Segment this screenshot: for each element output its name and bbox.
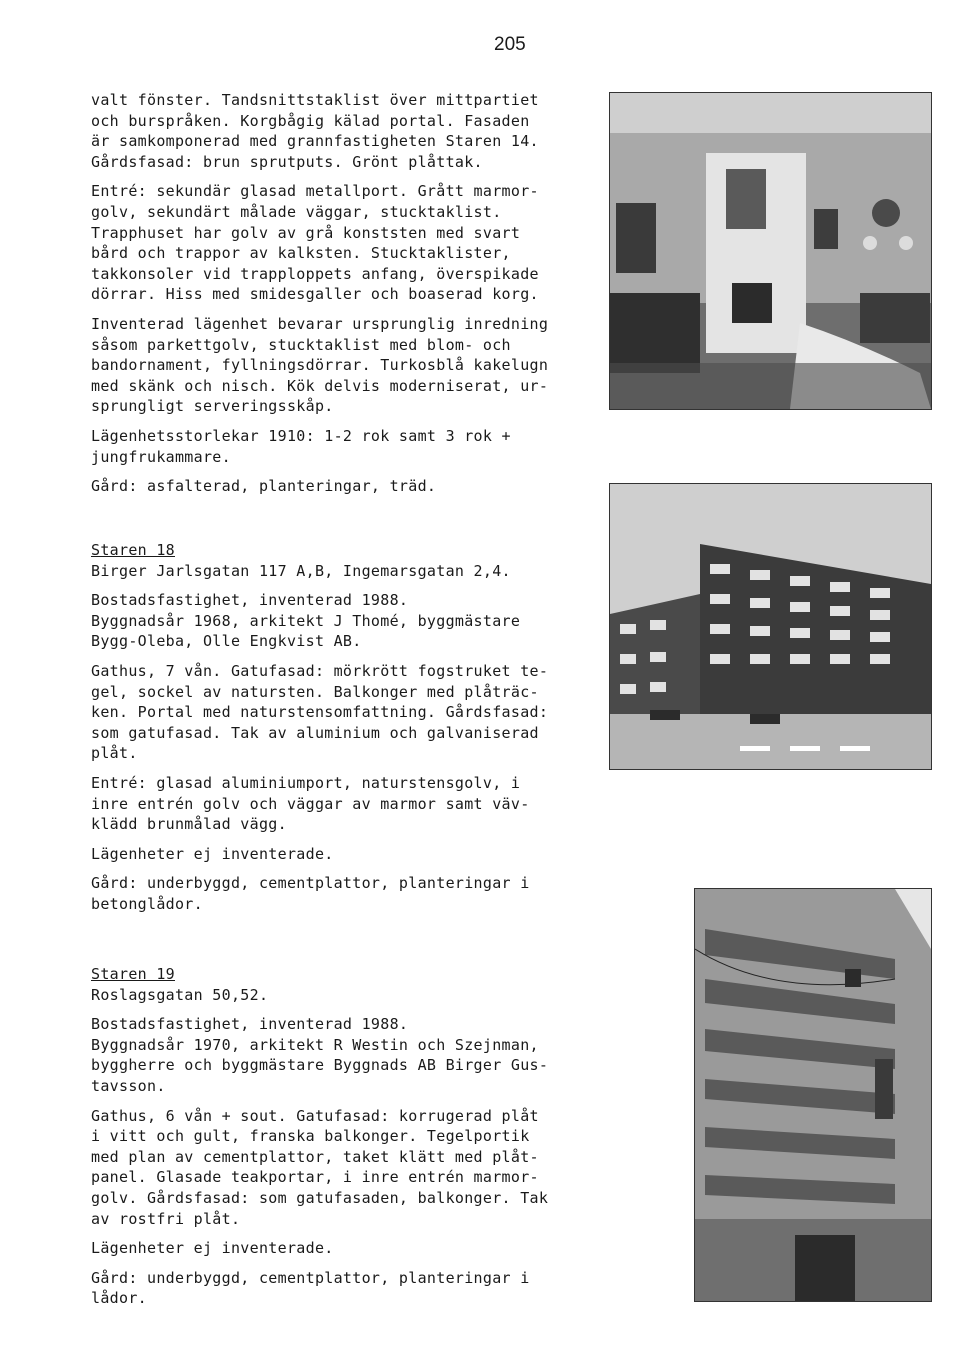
paragraph: Gathus, 7 vån. Gatufasad: mörkrött fogstruket te- gel, sockel av natursten. Balkonger med plåträc- ken. Portal med naturstensomfattning. Gårdsfasad: som gatufasad. Tak av aluminium och galvaniserad plåt. bbox=[91, 661, 549, 763]
paragraph: Entré: sekundär glasad metallport. Grått marmor- golv, sekundärt målade väggar, stucktaklist. Trapphuset har golv av grå konststen med svart bård och trappor av kalksten. Stucktaklister, takkonsoler vid trapploppets anfang, överspikade dörrar. Hiss med smidesgaller och boaserad korg. bbox=[91, 182, 539, 304]
staren-19-building-graphic bbox=[695, 889, 931, 1301]
paragraph: Gård: underbyggd, cementplattor, planteringar i betonglådor. bbox=[91, 874, 530, 913]
paragraph: Entré: glasad aluminiumport, naturstensgolv, i inre entrén golv och väggar av marmor samt väv- klädd brunmålad vägg. bbox=[91, 773, 530, 834]
staren-18-building-graphic bbox=[610, 484, 931, 769]
paragraph: Lägenhetsstorlekar 1910: 1-2 rok samt 3 rok + jungfrukammare. bbox=[91, 426, 511, 466]
staren-18-building-photo bbox=[609, 483, 932, 770]
interior-photo-graphic bbox=[610, 93, 931, 409]
paragraph: Bostadsfastighet, inventerad 1988. Byggnadsår 1970, arkitekt R Westin och Szejnman, byggherre och byggmästare Byggnads AB Birger Gus- tavsson. bbox=[91, 1015, 549, 1095]
section-staren-18 bbox=[91, 540, 591, 924]
interior-photo bbox=[609, 92, 932, 410]
staren-19-building-photo bbox=[694, 888, 932, 1302]
section-address: Roslagsgatan 50,52. bbox=[91, 985, 269, 1004]
paragraph: Lägenheter ej inventerade. bbox=[91, 844, 334, 863]
section-address: Birger Jarlsgatan 117 A,B, Ingemarsgatan 2,4. bbox=[91, 561, 511, 580]
paragraph: valt fönster. Tandsnittstaklist över mittpartiet och burspråken. Korgbågig kälad portal. Fasaden är samkomponerad med grannfastigheten Staren 14. Gårdsfasad: brun sprutputs. Grönt plåttak. bbox=[91, 91, 539, 171]
section-continued-text bbox=[91, 90, 591, 506]
page-number: 205 bbox=[494, 34, 526, 55]
section-title: Staren 18 bbox=[91, 541, 175, 559]
paragraph: Lägenheter ej inventerade. bbox=[91, 1239, 334, 1258]
paragraph: Inventerad lägenhet bevarar ursprunglig inredning såsom parkettgolv, stucktaklist med blom- och bandornament, fyllningsdörrar. Turkosblå kakelugn med skänk och nisch. Kök delvis moderniserat, ur- sprungligt serveringsskåp. bbox=[91, 314, 549, 416]
paragraph: Bostadsfastighet, inventerad 1988. Byggnadsår 1968, arkitekt J Thomé, byggmästare Bygg-Oleba, Olle Engkvist AB. bbox=[91, 591, 521, 651]
paragraph: Gård: asfalterad, planteringar, träd. bbox=[91, 477, 437, 496]
section-staren-19 bbox=[91, 964, 591, 1318]
section-title: Staren 19 bbox=[91, 965, 175, 983]
paragraph: Gathus, 6 vån + sout. Gatufasad: korrugerad plåt i vitt och gult, franska balkonger. Tegelportik med plan av cementplattor, taket klätt med plåt- panel. Glasade teakportar, i inre entrén marmor- golv. Gårdsfasad: som gatufasaden, balkonger. Tak av rostfri plåt. bbox=[91, 1106, 549, 1228]
paragraph: Gård: underbyggd, cementplattor, planteringar i lådor. bbox=[91, 1268, 530, 1308]
